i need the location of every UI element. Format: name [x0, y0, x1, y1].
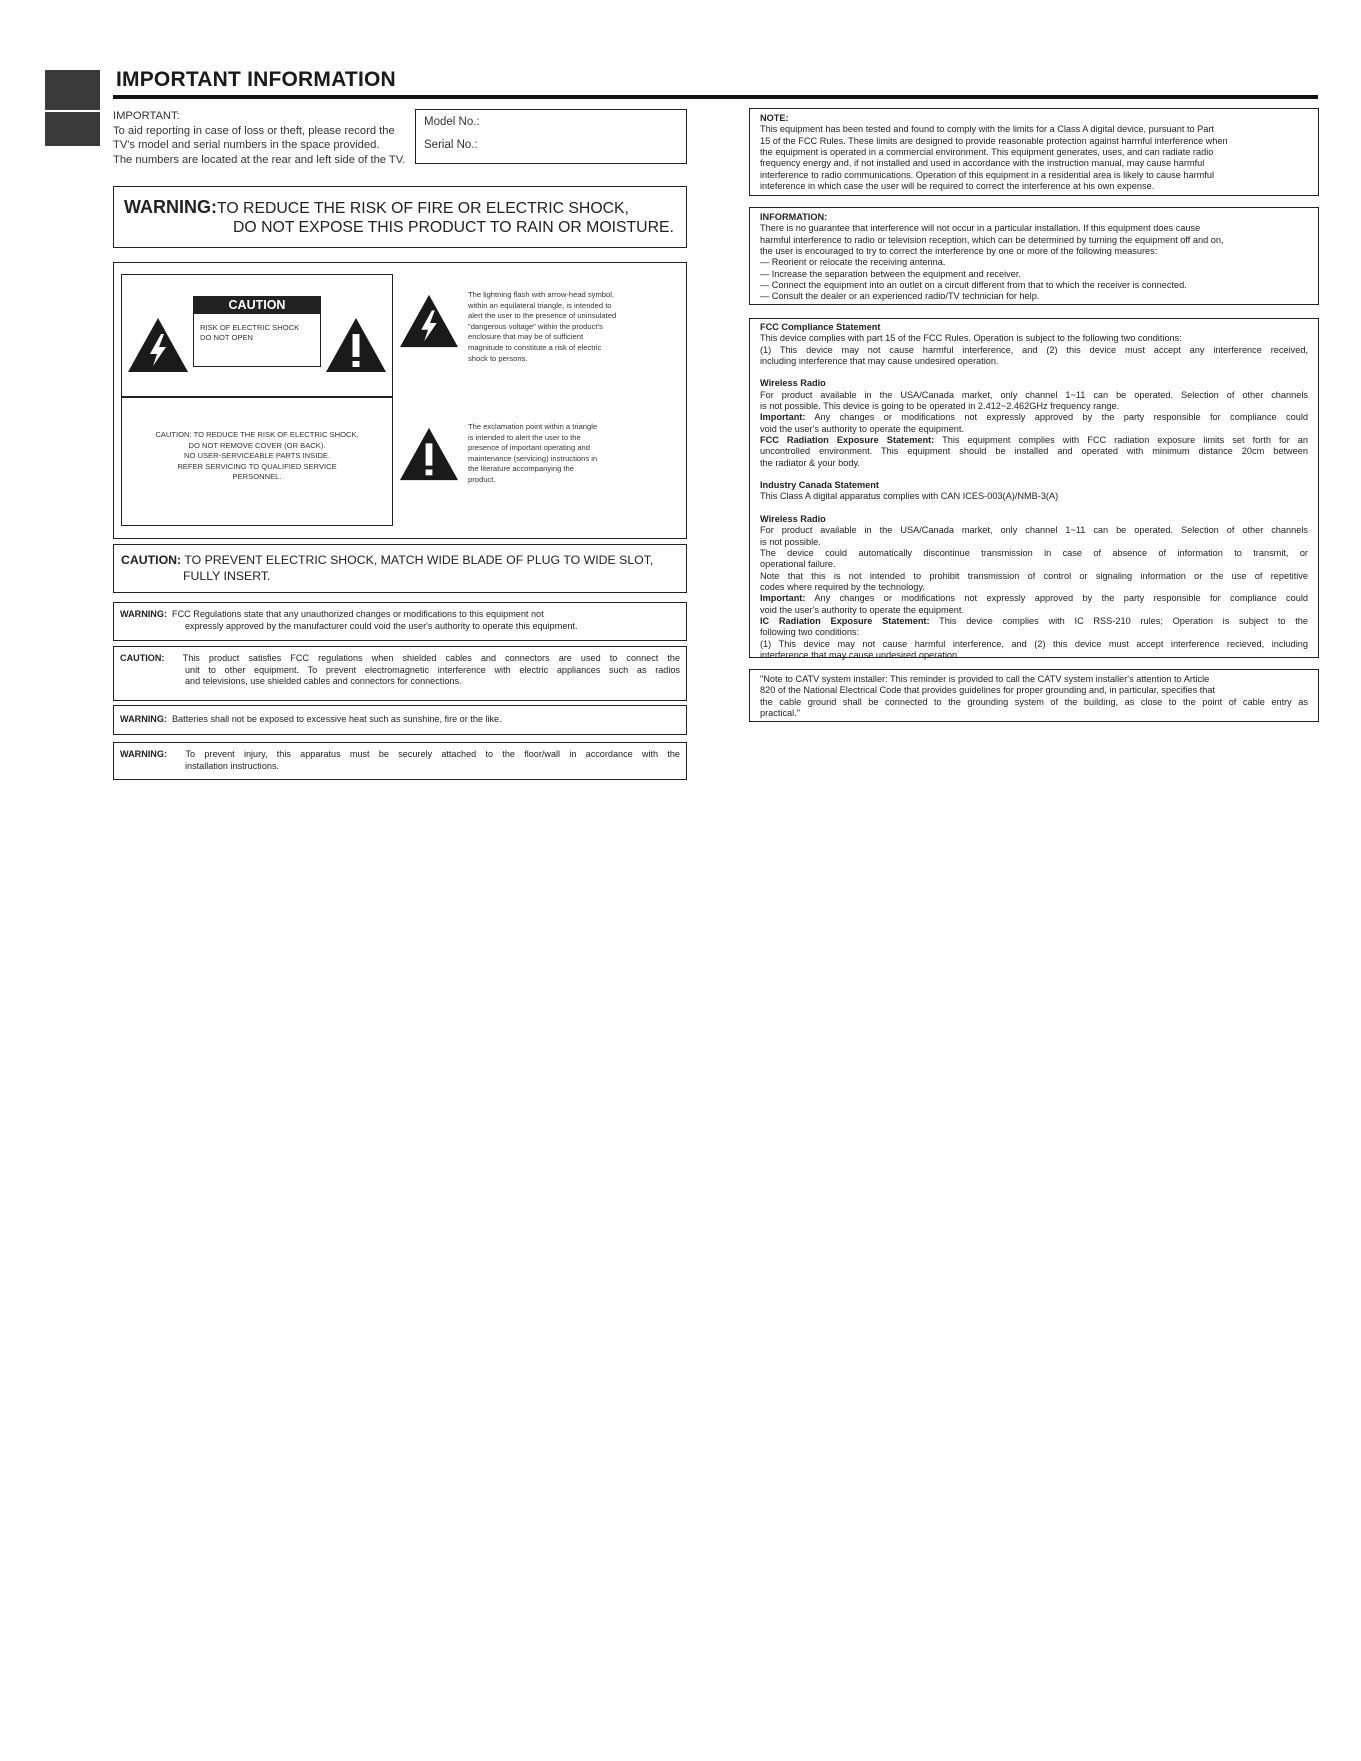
- fcc-line: operational failure.: [760, 559, 836, 570]
- catv-line: the cable ground shall be connected to the grounding system of the building, as close to the point of cable entry as: [760, 696, 1308, 707]
- caution-label-line: DO NOT OPEN: [200, 332, 254, 342]
- lightning-explanation: [468, 290, 658, 364]
- exclamation-triangle-icon: [398, 425, 460, 483]
- model-number-label: Model No.:: [424, 116, 480, 128]
- fcc-line: This equipment complies with FCC radiation exposure limits set forth for an: [942, 435, 1308, 446]
- explanation-line: within an equilateral triangle, is intended to: [468, 300, 612, 310]
- fcc-line: including interference that may cause undesired operation.: [760, 356, 999, 367]
- information-line: There is no guarantee that interference will not occur in a particular installation. If this equipment does cause: [760, 223, 1201, 234]
- caution-label: CAUTION:: [121, 553, 182, 567]
- notice-line: installation instructions.: [185, 760, 280, 771]
- explanation-line: magnitude to constitute a risk of electric: [468, 342, 602, 352]
- notice-line: FULLY INSERT.: [183, 568, 271, 583]
- ic-radiation-label: IC Radiation Exposure Statement:: [760, 615, 930, 626]
- note-heading: NOTE:: [760, 113, 789, 123]
- explanation-line: The exclamation point within a triangle: [468, 422, 598, 431]
- explanation-line: product.: [468, 474, 496, 484]
- exclamation-explanation: [468, 422, 658, 486]
- fcc-line: codes where required by the technology.: [760, 581, 925, 592]
- fcc-line: The device could automatically discontinue transmission in case of absence of information to transmit, or: [760, 547, 1308, 558]
- fcc-line: For product available in the USA/Canada market, only channel 1~11 can be operated. Selection of other channels: [760, 525, 1308, 536]
- notice-line: Batteries shall not be exposed to excessive heat such as sunshine, fire or the like.: [172, 714, 502, 724]
- wireless-radio-heading: Wireless Radio: [760, 513, 826, 524]
- warning-label: WARNING:: [120, 609, 167, 619]
- section-tab-marker: [45, 112, 100, 146]
- caution-label: CAUTION:: [120, 653, 165, 663]
- warning-label: WARNING:: [120, 749, 167, 759]
- fcc-line: the radiator & your body.: [760, 457, 860, 468]
- intro-line: The numbers are located at the rear and left side of the TV.: [113, 153, 406, 166]
- fcc-line: following two conditions:: [760, 627, 860, 638]
- exclamation-triangle-icon: [324, 316, 388, 374]
- caution-text-line: NO USER-SERVICEABLE PARTS INSIDE.: [183, 451, 330, 460]
- wireless-radio-heading: Wireless Radio: [760, 378, 826, 389]
- explanation-line: The lightning flash with arrow-head symbol,: [468, 290, 615, 299]
- notice-line: unit to other equipment. To prevent electromagnetic interference with electric appliances such as radios: [185, 664, 680, 675]
- information-box: [749, 207, 1319, 305]
- explanation-line: the literature accompanying the: [468, 464, 574, 474]
- model-serial-box: [415, 109, 687, 164]
- information-line: harmful interference to radio or television reception, which can be determined by turning the equipment off and on,: [760, 234, 1224, 245]
- caution-label-line: RISK OF ELECTRIC SHOCK: [200, 323, 300, 332]
- caution-text-line: DO NOT REMOVE COVER (OR BACK).: [188, 440, 326, 450]
- explanation-line: enclosure that may be of sufficient: [468, 332, 584, 342]
- warning-label: WARNING:: [124, 197, 217, 217]
- title-rule: [113, 95, 1318, 99]
- page-title: IMPORTANT INFORMATION: [116, 68, 396, 91]
- fcc-line: This device complies with part 15 of the FCC Rules. Operation is subject to the following two conditions:: [760, 333, 1182, 344]
- fcc-line: This Class A digital apparatus complies with CAN ICES-003(A)/NMB-3(A): [760, 491, 1059, 502]
- injury-warning: [113, 742, 687, 780]
- caution-label-title: CAUTION: [194, 297, 320, 314]
- panel-divider: [121, 396, 393, 398]
- batteries-warning: [113, 705, 687, 735]
- information-line: — Connect the equipment into an outlet on a circuit different from that to which the receiver is connected.: [760, 280, 1187, 291]
- information-heading: INFORMATION:: [760, 212, 828, 222]
- note-line: inteference in which case the user will be required to correct the interference at his own expense.: [760, 181, 1155, 192]
- notice-line: This product satisfies FCC regulations when shielded cables and connectors are used to connect the: [182, 653, 681, 663]
- fcc-line: uncontrolled environment. This equipment should be installed and operated with minimum distance 20cm between: [760, 446, 1308, 457]
- important-label: Important:: [760, 593, 806, 604]
- fcc-line: This device complies with IC RSS-210 rules; Operation is subject to the: [939, 615, 1309, 626]
- intro-line: To aid reporting in case of loss or theft, please record the: [113, 124, 395, 137]
- information-line: — Reorient or relocate the receiving antenna.: [760, 257, 946, 268]
- caution-text-line: CAUTION: TO REDUCE THE RISK OF ELECTRIC SHOCK,: [155, 430, 359, 439]
- warning-label: WARNING:: [120, 714, 167, 724]
- fcc-compliance-box: [749, 318, 1319, 658]
- caution-remove-cover-text: [127, 430, 387, 483]
- section-tab-marker: [45, 70, 100, 110]
- catv-line: 820 of the National Electrical Code that provides guidelines for proper grounding and, in particular, specifies that: [760, 685, 1216, 696]
- fcc-line: Any changes or modifications not expressly approved by the party responsible for compliance could: [814, 593, 1308, 604]
- fcc-line: (1) This device may not cause harmful interference, and (2) this device must accept interference recieved, including: [760, 638, 1308, 649]
- information-line: — Increase the separation between the equipment and receiver.: [760, 268, 1021, 279]
- lightning-triangle-icon: [398, 292, 460, 350]
- catv-installer-note: [749, 669, 1319, 722]
- fcc-line: interference that may cause undesired operation.: [760, 649, 960, 660]
- notice-line: To prevent injury, this apparatus must be securely attached to the floor/wall in accordance with the: [185, 749, 680, 759]
- note-box: [749, 108, 1319, 196]
- fcc-heading: FCC Compliance Statement: [760, 322, 881, 332]
- note-line: This equipment has been tested and found to comply with the limits for a Class A digital device, pursuant to Part: [760, 124, 1215, 135]
- explanation-line: maintenance (servicing) instructions in: [468, 453, 598, 463]
- fcc-line: void the user's authority to operate the equipment.: [760, 423, 965, 434]
- fcc-regulations-warning: [113, 602, 687, 641]
- explanation-line: shock to persons.: [468, 353, 528, 363]
- lightning-triangle-icon: [126, 316, 190, 374]
- rain-moisture-warning: [113, 186, 687, 248]
- explanation-line: alert the user to the presence of uninsulated: [468, 311, 617, 321]
- information-line: the user is encouraged to try to correct the interference by one or more of the following measures:: [760, 246, 1158, 257]
- serial-number-label: Serial No.:: [424, 139, 478, 151]
- note-line: interference to radio communications. Operation of this equipment in a residential area is likely to cause harmful: [760, 169, 1214, 180]
- notice-line: TO PREVENT ELECTRIC SHOCK, MATCH WIDE BLADE OF PLUG TO WIDE SLOT,: [184, 553, 654, 567]
- notice-line: and televisions, use shielded cables and connectors for connections.: [185, 676, 462, 687]
- intro-line: IMPORTANT:: [113, 110, 180, 122]
- note-line: 15 of the FCC Rules. These limits are designed to provide reasonable protection against harmful interference when: [760, 135, 1228, 146]
- explanation-line: is intended to alert the user to the: [468, 432, 581, 442]
- notice-line: FCC Regulations state that any unauthorized changes or modifications to this equipment not: [172, 609, 544, 619]
- fcc-line: (1) This device may not cause harmful interference, and (2) this device must accept any interference received,: [760, 344, 1308, 355]
- fcc-line: is not possible. This device is going to be operated in 2.412~2.462GHz frequency range.: [760, 401, 1120, 412]
- fcc-line: For product available in the USA/Canada market, only channel 1~11 can be operated. Selection of other channels: [760, 389, 1308, 400]
- caution-label: [193, 296, 321, 367]
- fcc-line: Note that this is not intended to prohibit transmission of control or signaling information or the use of repetitive: [760, 570, 1308, 581]
- fcc-line: Any changes or modifications not expressly approved by the party responsible for compliance could: [814, 412, 1308, 423]
- industry-canada-heading: Industry Canada Statement: [760, 480, 879, 491]
- shielded-cables-caution: [113, 646, 687, 701]
- catv-line: "Note to CATV system installer: This reminder is provided to call the CATV system installer's attention to Article: [760, 674, 1210, 684]
- explanation-line: "dangerous voltage" within the product's: [468, 321, 603, 331]
- radiation-exposure-label: FCC Radiation Exposure Statement:: [760, 435, 935, 446]
- intro-line: TV's model and serial numbers in the space provided.: [113, 139, 380, 151]
- caution-text-line: REFER SERVICING TO QUALIFIED SERVICE: [177, 461, 337, 471]
- important-label: Important:: [760, 412, 806, 423]
- warning-line: TO REDUCE THE RISK OF FIRE OR ELECTRIC SHOCK,: [217, 200, 629, 217]
- warning-line: DO NOT EXPOSE THIS PRODUCT TO RAIN OR MOISTURE.: [233, 219, 674, 236]
- information-line: — Consult the dealer or an experienced radio/TV technician for help.: [760, 291, 1040, 302]
- plug-caution-notice: [113, 544, 687, 593]
- intro-text: [113, 109, 413, 167]
- catv-line: practical.": [760, 708, 801, 719]
- note-line: the equipment is operated in a commercial environment. This equipment generates, uses, and can radiate radio: [760, 147, 1214, 158]
- fcc-line: is not possible.: [760, 536, 821, 547]
- caution-text-line: PERSONNEL.: [232, 472, 282, 481]
- note-line: frequency energy and, if not installed and used in accordance with the instruction manual, may cause harmful: [760, 158, 1205, 169]
- fcc-line: void the user's authority to operate the equipment.: [760, 604, 965, 615]
- notice-line: expressly approved by the manufacturer could void the user's authority to operate this equipment.: [185, 620, 578, 631]
- explanation-line: presence of important operating and: [468, 443, 591, 453]
